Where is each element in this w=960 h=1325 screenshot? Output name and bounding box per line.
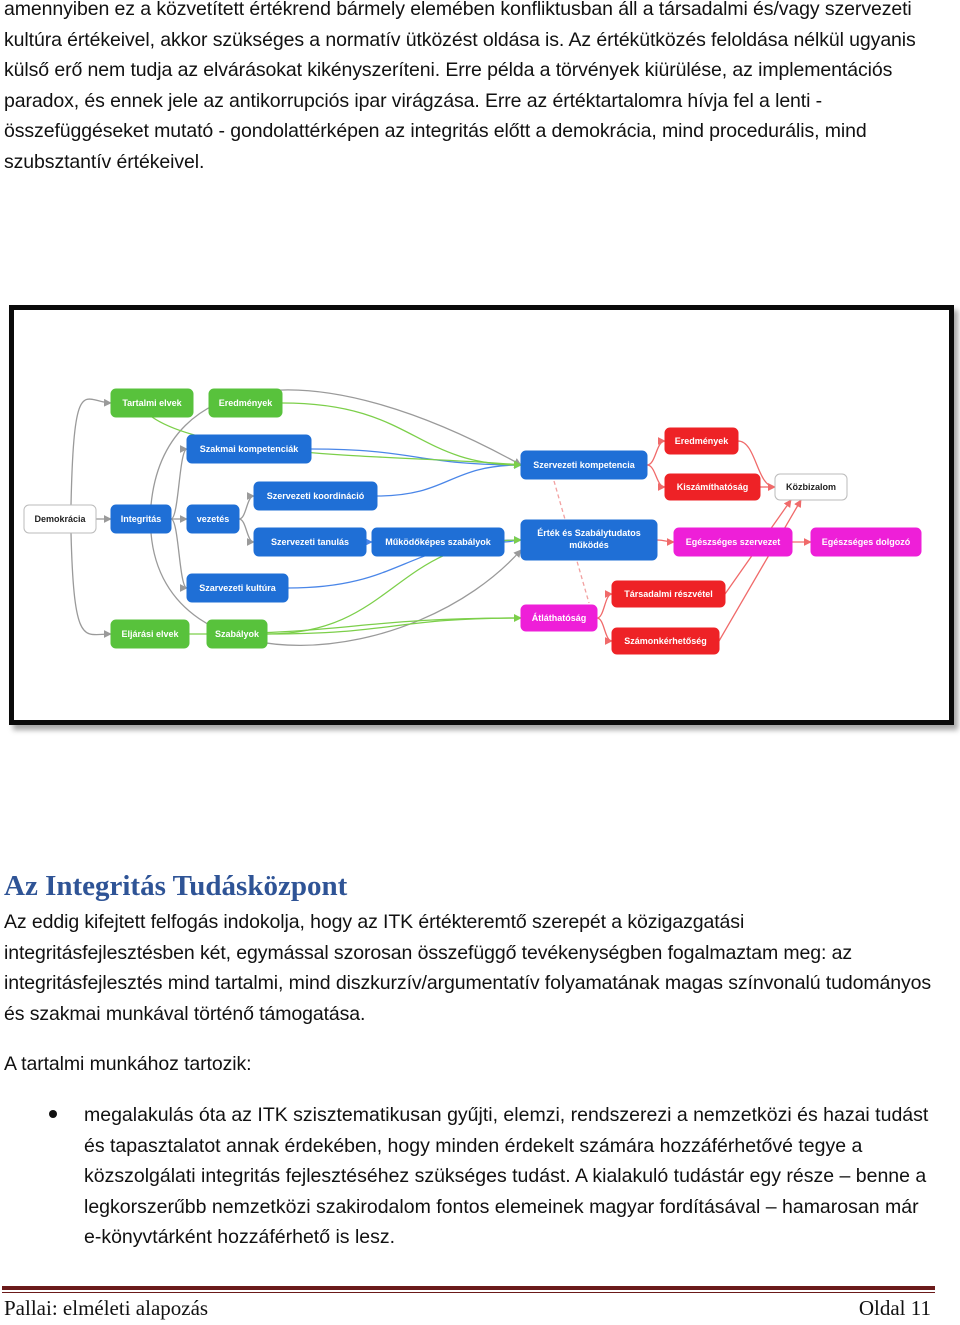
node-label: Szakmai kompetenciák xyxy=(199,444,299,454)
bullet-dot-icon xyxy=(49,1110,57,1118)
edge-eredmenyek-szervkomp xyxy=(282,403,521,465)
node-eredmenyek-red xyxy=(665,428,738,454)
node-demokracia xyxy=(24,505,96,533)
node-label: Szervezeti koordináció xyxy=(266,491,365,501)
node-label: vezetés xyxy=(196,514,230,524)
edge-ertek-egeszseges-szervezet xyxy=(657,540,674,542)
edge-szamonker-kozbizalom xyxy=(719,500,801,641)
node-label: Egészséges dolgozó xyxy=(821,537,911,547)
node-label: Eljárási elvek xyxy=(121,629,179,639)
edge-szervkomp-kiszamithatosag xyxy=(647,465,665,487)
footer-title: Pallai: elméleti alapozás xyxy=(4,1296,209,1320)
list-item xyxy=(0,1100,935,1253)
edge-demokracia-eljarasi xyxy=(71,533,111,635)
node-szervezeti-kompetencia xyxy=(521,451,647,479)
node-label: Közbizalom xyxy=(785,482,837,492)
bullet-list xyxy=(0,1100,935,1253)
node-eredmenyek-green xyxy=(209,389,282,417)
edge-atlathatosag-tarsadalmi xyxy=(597,594,612,618)
content-intro: A tartalmi munkához tartozik: xyxy=(4,1053,252,1075)
page-number: Oldal 11 xyxy=(858,1296,931,1320)
node-tartalmi-elvek xyxy=(111,389,193,417)
node-label: Kiszámíthatóság xyxy=(676,482,749,492)
edge-integritas-szarvezeti_kultura xyxy=(171,519,187,588)
footer-rule xyxy=(2,1286,935,1290)
node-label: Demokrácia xyxy=(34,514,86,524)
edge-integritas-szakmai_kompetenciak xyxy=(171,449,187,519)
node-label: Számonkérhetőség xyxy=(624,636,707,646)
edge-demokracia-tartalmi xyxy=(71,399,111,505)
section-heading: Az Integritás Tudásközpont xyxy=(4,870,348,902)
node-ertek-es-szabalykovetes xyxy=(521,520,657,560)
node-eljarasi-elvek xyxy=(111,620,189,648)
node-label: Egészséges szervezet xyxy=(685,537,781,547)
intro-paragraph: amennyiben ez a közvetített értékrend bármely elemében konfliktusban áll a társadalmi és/vagy szervezeti kultúra értékeivel, akkor szükséges a normatív ütközést oldása is. Az értékütközés feloldása nélkül ugyanis külső erő nem tudja az elvárásokat kikényszeríteni. Erre példa a törvények kiürülése, az implementációs paradox, és ennek jele az antikorrupciós ipar virágzása. Erre az értéktartalomra hívja fel a lenti - összefüggéseket mutató - gondolattérképen az integritás előtt a demokrácia, mind procedurális, mind szubsztantív értékeivel. xyxy=(4,0,916,173)
footer-rule-thin xyxy=(2,1292,935,1293)
node-label: Szervezeti kompetencia xyxy=(533,460,635,470)
node-szervezeti-koordinacio xyxy=(254,482,377,510)
node-integritas xyxy=(111,505,171,533)
node-label: Társadalmi részvétel xyxy=(624,589,713,599)
list-item-text: megalakulás óta az ITK szisztematikusan gyűjti, elemzi, rendszerezi a nemzetközi és hazai tudást és tapasztalatot annak érdekében, hogy minden érdekelt számára hozzáférhetővé tegye a közszolgálati integritás fejlesztéséhez szükséges tudást. A kialakuló tudástár egy része – benne a legkorszerűbb nemzetközi szakirodalom fontos elemeinek magyar fordításával – hamarosan már e-könyvtárként hozzáférhető is lesz. xyxy=(84,1104,929,1248)
section-body: Az eddig kifejtett felfogás indokolja, hogy az ITK értékteremtő szerepét a közigazgatási integritásfejlesztésben két, egymással szorosan összefüggő tevékenységben fogalmaztam meg: az integritásfejlesztés mind tartalmi, mind diszkurzív/argumentatív folyamatának magas színvonalú tudományos és szakmai munkával történő támogatása. xyxy=(4,911,932,1025)
node-szabalyok xyxy=(207,620,267,648)
edge-atlathatosag-szamonker xyxy=(597,618,612,641)
edge-vezetes-szervezeti_tanulas xyxy=(239,519,254,542)
node-kozbizalom xyxy=(775,474,847,500)
node-label: Működőképes szabályok xyxy=(385,537,491,547)
node-label: Érték és Szabálytudatos működés xyxy=(537,528,641,550)
node-mukodokepes-szabalyok xyxy=(372,528,504,556)
node-label: Szervezeti tanulás xyxy=(270,537,350,547)
node-vezetes xyxy=(187,505,239,533)
mindmap-diagram xyxy=(14,310,949,720)
node-szarvezeti-kultura xyxy=(187,574,288,602)
edge-koordinacio-szervkomp xyxy=(377,465,521,496)
node-szervezeti-tanulas xyxy=(254,528,366,556)
node-label: Szabályok xyxy=(214,629,260,639)
edge-vezetes-szervezeti_koordinacio xyxy=(239,496,254,519)
node-label: Szarvezeti kultúra xyxy=(199,583,276,593)
node-kiszamithatosag xyxy=(665,474,760,500)
node-szakmai-kompetenciak xyxy=(187,435,311,463)
node-label: Eredmények xyxy=(674,436,729,446)
node-label: Eredmények xyxy=(218,398,273,408)
mindmap-figure xyxy=(9,305,954,725)
edge-szabalyok-atlathatosag xyxy=(267,618,521,634)
node-label: Átláthatóság xyxy=(531,613,587,623)
edge-szervkomp-eredmenyek xyxy=(647,441,665,465)
node-label: Tartalmi elvek xyxy=(122,398,182,408)
node-egeszseges-dolgozo xyxy=(811,528,921,556)
node-label: Integritás xyxy=(120,514,162,524)
node-egeszseges-szervezet xyxy=(674,528,792,556)
node-tarsadalmi-reszvetel xyxy=(612,581,725,607)
node-atlathatosag xyxy=(521,605,597,631)
node-szamonkerhetoseg xyxy=(612,628,719,654)
mindmap-nodes xyxy=(24,389,921,654)
